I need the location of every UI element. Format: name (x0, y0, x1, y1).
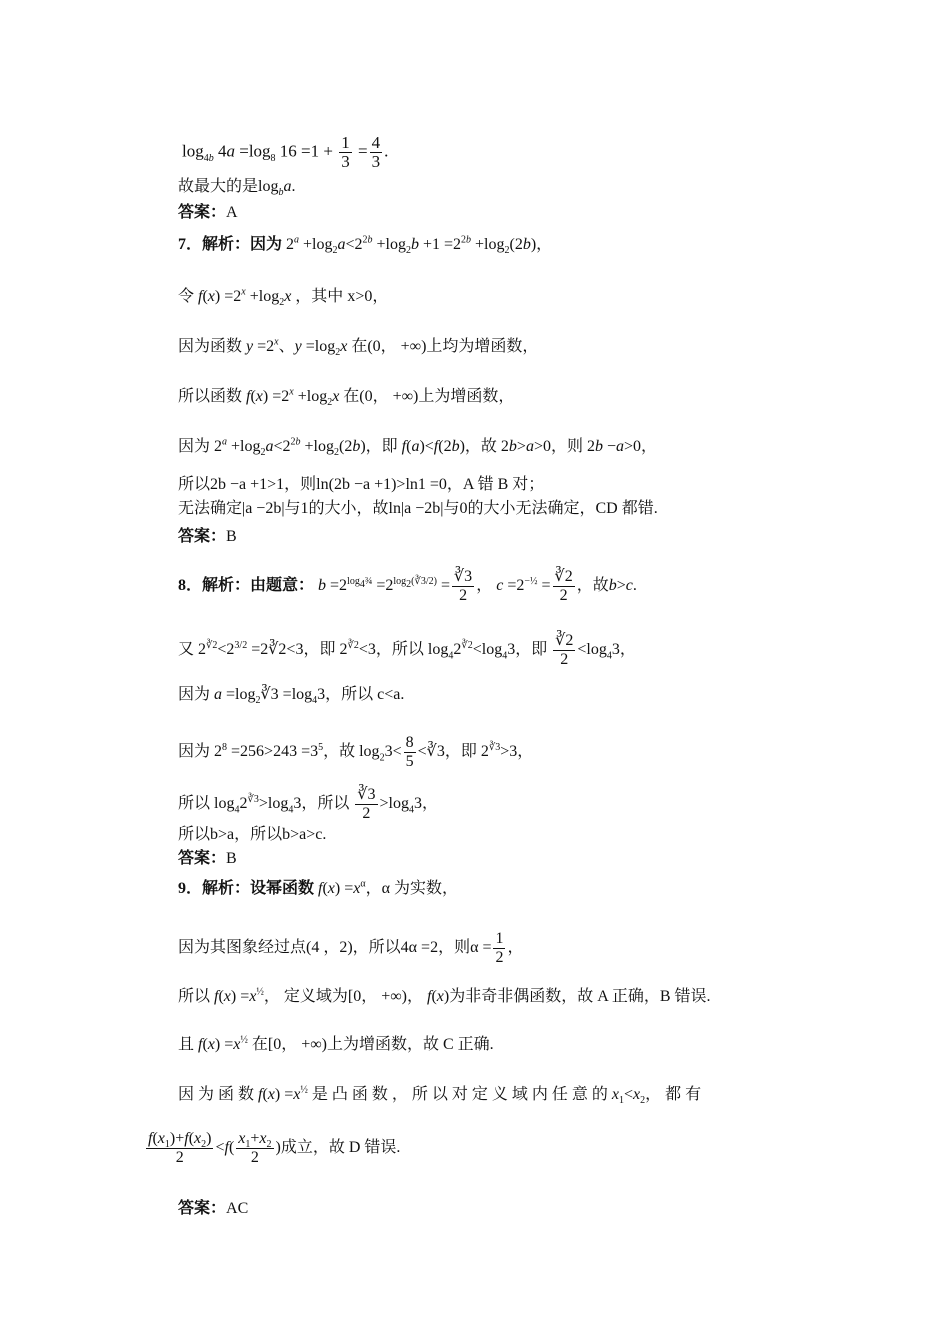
text: 所以 (178, 795, 211, 813)
q8-line-3: 因为 $a =\log_2∛3 =\log_43$，所以 c<a. (178, 686, 405, 707)
q8-line-5: 所以 $\log_42^{∛3}>\log_43$，所以 $\frac{∛3}{2}$ $>\log_43$， (178, 786, 439, 822)
text: 且 (178, 1036, 195, 1053)
q7-line-5: 因为 $2^a +\log_2a<2^{2b} +\log_2(2b)$，即 f(a)<f(2b)，故 2b>a>0，则 2b −a>0， (178, 436, 658, 459)
text: ， 都 有 (645, 1086, 702, 1103)
answer-7 (178, 526, 818, 548)
text: ，所以 (375, 641, 424, 659)
text: 为实数， (394, 880, 459, 897)
answer-label: 答案： (178, 1200, 227, 1217)
answer-label: 答案： (178, 850, 227, 867)
text: ，所以 (301, 795, 350, 813)
q7-line-7: 无法确定|a −2b|与1的大小，故ln|a −2b|与0的大小无法确定，CD 都错. (178, 500, 658, 517)
text: ，故 (323, 743, 356, 761)
formula-text: . (384, 141, 389, 161)
text: 为非奇非偶函数，故 A 正确，B 错误. (449, 988, 711, 1005)
text-line-max: 故最大的是$\log_ba$. (178, 178, 296, 199)
text: ，即 (303, 641, 336, 659)
text: 所以 (178, 988, 211, 1005)
text: ，所以 (325, 686, 374, 703)
q8-head: 8．解析：由题意： $b =2^{log_4\frac{3}{4}} =2^{log_2(∛3/2)}$ = $\frac{∛3}{2}$ ， $c =2^{-\frac{1}{2}}$ = $\frac{∛2}{2}$ ，故b>c. (178, 568, 637, 604)
answer-value: B (226, 528, 237, 545)
text: ，即 (444, 743, 477, 761)
q7-line-6: 所以2b −a +1>1，则ln(2b −a +1)>ln1 =0，A 错 B 对； (178, 476, 545, 493)
text: 因 为 函 数 (178, 1086, 255, 1103)
text: 成立，故 D 错误. (280, 1139, 401, 1157)
answer-value: B (226, 850, 237, 867)
answer-6 (178, 202, 818, 224)
text: 因为 (178, 438, 211, 455)
text: ，即 (365, 438, 398, 455)
text: 在[0， +∞)上为增函数，故 C 正确. (251, 1036, 494, 1053)
q7-line-2: 令 $f(x) =2^x +\log_2x$ ，其中 x>0， (178, 286, 389, 309)
answer-label: 答案： (178, 528, 227, 545)
q9-line-4: 且 $f(x) =x^{\frac{1}{2}}$ 在[0， +∞)上为增函数，故 C 正确. (178, 1034, 494, 1053)
q7-title: 7．解析：因为 (178, 236, 283, 253)
q9-line-2: 因为其图象经过点(4 ，2)，所以4α =2，则α = $\frac{1}{2}$ ， (178, 930, 524, 966)
text: ，即 (515, 641, 548, 659)
formula-text: =1 + (301, 141, 333, 161)
answer-9 (178, 1198, 818, 1220)
q8-line-4: 因为 $2^8 =256>243 =3^5$，故 $\log_23<$ $\frac{8}{5}$ <∛3，即 $2^{∛3}>3$， (178, 734, 534, 770)
text: x>0， (347, 288, 389, 305)
text: 因为 (178, 743, 211, 761)
q8-line-2: 又 $2^{∛2}<2^{3/2}$ =2∛2<3，即 $2^{∛2}<3$，所以 $\log_42^{∛2}<\log_43$，即 $\frac{∛2}{2}$ $<\log_43$， (178, 632, 636, 668)
answer-8 (178, 848, 818, 870)
text: 因为函数 (178, 338, 243, 355)
q8-title: 8．解析：由题意： (178, 577, 315, 595)
text: c<a. (377, 686, 405, 703)
text: 故最大的是log (178, 178, 279, 195)
text: 定义域为[0， +∞)， (283, 988, 423, 1005)
text: 令 (178, 288, 195, 305)
text: 因为 (178, 686, 211, 703)
q9-line-6: $\frac{f(x_1)+f(x_2)}{2}$ <f( $\frac{x_1+x_2}{2}$ )成立，故 D 错误. (148, 1130, 401, 1166)
q9-line-3: 所以 $f(x) =x^{\frac{1}{2}}$， 定义域为[0， +∞)， f(x)为非奇非偶函数，故 A 正确，B 错误. (178, 986, 711, 1005)
q7-line-4: 所以函数 $f(x) =2^x +\log_2x$ 在(0， +∞)上为增函数， (178, 386, 515, 409)
q9-title: 9．解析：设幂函数 (178, 880, 315, 897)
text: ，则 (550, 438, 583, 455)
q9-line-5: 因 为 函 数 $f(x) =x^{\frac{1}{2}}$ 是 凸 函 数 ， 所 以 对 定 义 域 内 任 意 的 $x_1<x_2$， 都 有 (178, 1084, 702, 1107)
q7-head: 7．解析：因为 $2^a +\log_2a<2^{2b} +\log_2b +1 =2^{2b} +\log_2(2b)$， (178, 234, 553, 257)
text: 所以函数 (178, 388, 243, 405)
text: 又 (178, 641, 195, 659)
text: ，其中 (295, 288, 344, 305)
q7-line-3: 因为函数 $y =2^x$、$y =\log_2x$ 在(0， +∞)上均为增函数， (178, 336, 539, 359)
text: 在(0， +∞)上为增函数， (343, 388, 515, 405)
text: ，故 (464, 438, 497, 455)
answer-value: A (226, 204, 238, 221)
text: 是 凸 函 数 ， 所 以 对 定 义 域 内 任 意 的 (311, 1086, 608, 1103)
text: 在(0， +∞)上均为增函数， (351, 338, 539, 355)
text: ， (507, 939, 524, 957)
answer-value: AC (226, 1200, 249, 1217)
formula-line-log4b: $\log_{4b} 4a =\log_8$ 16 =1 + $\frac{1}{3}$ = $\frac{4}{3}$ . (182, 133, 389, 171)
answer-label: 答案： (178, 204, 227, 221)
text: 因为其图象经过点(4 ，2)，所以4α =2，则α = (178, 939, 492, 957)
q9-head: 9．解析：设幂函数 $f(x) =x^\alpha$，α 为实数， (178, 878, 459, 897)
q8-line-6: 所以b>a，所以b>a>c. (178, 826, 327, 843)
